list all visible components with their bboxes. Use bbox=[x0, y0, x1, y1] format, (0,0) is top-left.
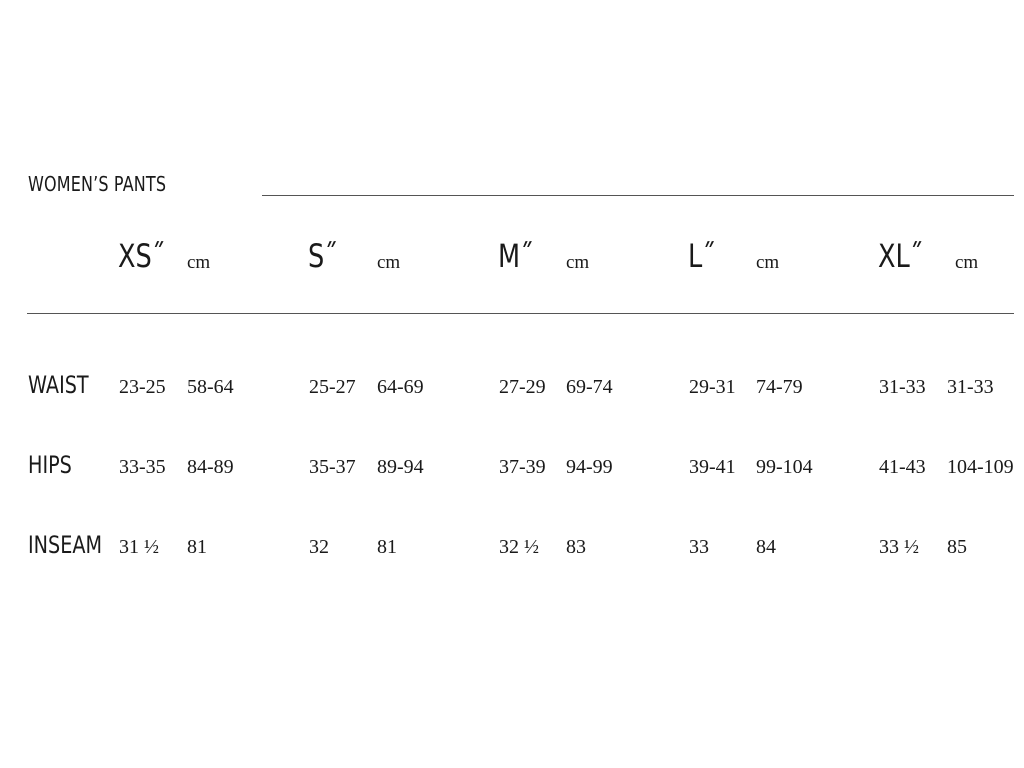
table-cell: 58-64 bbox=[187, 376, 234, 398]
size-header-m: M˝ bbox=[498, 237, 533, 275]
table-cell: 41-43 bbox=[879, 456, 926, 478]
table-cell: 33-35 bbox=[119, 456, 166, 478]
table-cell: 37-39 bbox=[499, 456, 546, 478]
table-cell: 39-41 bbox=[689, 456, 736, 478]
size-header-l: L˝ bbox=[688, 237, 716, 275]
table-cell: 29-31 bbox=[689, 376, 736, 398]
size-header-s: S˝ bbox=[308, 237, 338, 275]
table-cell: 83 bbox=[566, 536, 586, 558]
table-cell: 94-99 bbox=[566, 456, 613, 478]
unit-header-xl: cm bbox=[955, 252, 979, 273]
size-header-xl: XL˝ bbox=[878, 237, 923, 275]
table-cell: 35-37 bbox=[309, 456, 356, 478]
table-cell: 31 ½ bbox=[119, 536, 159, 558]
title-divider bbox=[262, 195, 1014, 196]
unit-header-xs: cm bbox=[187, 252, 211, 273]
row-label-hips: HIPS bbox=[28, 451, 72, 479]
table-cell: 81 bbox=[377, 536, 397, 558]
table-cell: 81 bbox=[187, 536, 207, 558]
row-label-waist: WAIST bbox=[28, 371, 89, 399]
table-cell: 33 ½ bbox=[879, 536, 919, 558]
table-cell: 32 bbox=[309, 536, 329, 558]
table-cell: 74-79 bbox=[756, 376, 803, 398]
table-cell: 104-109 bbox=[947, 456, 1014, 478]
table-cell: 33 bbox=[689, 536, 709, 558]
unit-header-l: cm bbox=[756, 252, 780, 273]
header-divider bbox=[27, 313, 1014, 314]
table-cell: 85 bbox=[947, 536, 967, 558]
table-cell: 89-94 bbox=[377, 456, 424, 478]
table-cell: 69-74 bbox=[566, 376, 613, 398]
table-cell: 25-27 bbox=[309, 376, 356, 398]
page-title: WOMEN’S PANTS bbox=[28, 172, 167, 196]
unit-header-m: cm bbox=[566, 252, 590, 273]
size-header-xs: XS˝ bbox=[118, 237, 165, 275]
table-cell: 32 ½ bbox=[499, 536, 539, 558]
table-cell: 27-29 bbox=[499, 376, 546, 398]
table-cell: 84-89 bbox=[187, 456, 234, 478]
unit-header-s: cm bbox=[377, 252, 401, 273]
table-cell: 99-104 bbox=[756, 456, 813, 478]
table-cell: 31-33 bbox=[879, 376, 926, 398]
row-label-inseam: INSEAM bbox=[28, 531, 103, 559]
table-cell: 31-33 bbox=[947, 376, 994, 398]
table-cell: 84 bbox=[756, 536, 776, 558]
table-cell: 64-69 bbox=[377, 376, 424, 398]
table-cell: 23-25 bbox=[119, 376, 166, 398]
